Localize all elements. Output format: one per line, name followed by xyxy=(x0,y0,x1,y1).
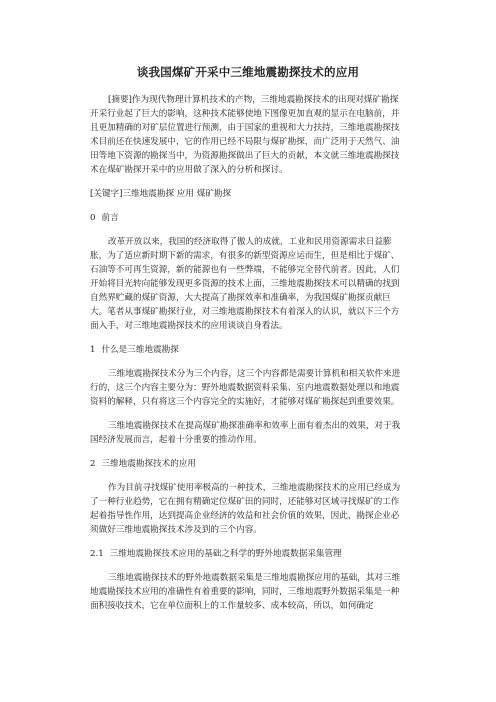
section-number: 2.1 xyxy=(90,549,104,559)
section-heading xyxy=(90,457,406,471)
paragraph: 三维地震勘探技术分为三个内容，这三个内容都是需要计算机和相关软件来进行的，这三个内容主要分为：野外地震数据资料采集、室内地震数据处理以和地震资料的解释，只有将这三个内容完全的实施好，才能够对煤矿勘探起到重要效果。 xyxy=(90,369,401,407)
document-title: 谈我国煤矿开采中三维地震勘探技术的应用 xyxy=(136,65,360,79)
section-title: 三维地震勘探技术的应用 xyxy=(101,459,197,469)
paragraph: 三维地震勘探技术的野外地震数据采集是三维地震勘探应用的基础，其对三维地震勘探技术应用的准确性有着重要的影响，同时，三维地震野外数据采集是一种面积接收技术，它在单位面积上的工作量较多、成本较高，所以，如何确定 xyxy=(90,573,401,611)
section-heading xyxy=(90,211,406,225)
paragraph: 三维地震勘探技术在提高煤矿勘探准确率和效率上面有着杰出的效果，对于我国经济发展而言，起着十分重要的推动作用。 xyxy=(90,421,401,445)
section-title: 什么是三维地震勘探 xyxy=(101,345,179,355)
section-heading xyxy=(90,547,406,561)
section-number: 0 xyxy=(90,213,96,223)
section-title: 三维地震勘探技术应用的基础之科学的野外地震数据采集管理 xyxy=(109,549,342,559)
paragraph: 作为目前寻找煤矿使用率极高的一种技术，三维地震勘探技术的应用已经成为了一种行业趋势，它在拥有精确定位煤矿田的同时，还能够对区域寻找煤矿的工作起着指导性作用，达到提高企业经济的效益和社会价值的效果，因此，勘探企业必须做好三维地震勘探技术涉及到的三个内容。 xyxy=(90,483,401,535)
section-number: 1 xyxy=(90,345,96,355)
section-heading xyxy=(90,343,406,357)
paragraph: 改革开放以来，我国的经济取得了傲人的成就，工业和民用资源需求日益膨胀，为了适应新时期下新的需求，有很多的新型资源应运而生，但是相比于煤矿、石油等不可再生资源，新的能源也有一些弊端，不能够完全替代前者。因此，人们开始将目光转向能够发现更多资源的技术上面，三维地震勘探技术可以精确的找到自然界贮藏的煤矿资源，大大提高了勘探效率和准确率，为我国煤矿勘探贡献巨大。笔者从事煤矿勘探行业，对三维地震勘探技术有着深入的认识，就以下三个方面入手，对三维地震勘探技术的应用谈谈自身看法。 xyxy=(90,237,400,331)
abstract: [摘要]作为现代物理计算机技术的产物，三维地震勘探技术的出现对煤矿勘探开采行业起了巨大的影响，这种技术能够使地下图像更加直观的显示在电脑前，并且更加精确的对矿层位置进行预测，由于国家的重视和大力扶持，三维地震勘探技术目前还在快速发展中，它的作用已经不局限与煤矿勘探，而广泛用于天然气、油田等地下资源的勘探当中，为资源勘探做出了巨大的贡献，本文就三维地震勘探技术在煤矿勘探开采中的应用做了深入的分析和探讨。 xyxy=(90,95,400,175)
section-number: 2 xyxy=(90,459,96,469)
keywords: [关键字]三维地震勘探 应用 煤矿勘探 xyxy=(90,189,232,199)
section-title: 前言 xyxy=(101,213,119,223)
